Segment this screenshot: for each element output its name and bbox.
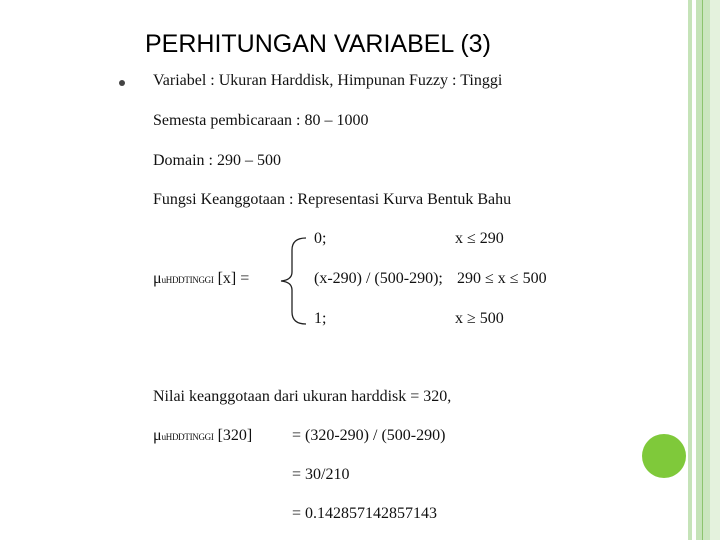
mu-symbol: μ: [153, 427, 162, 444]
formula-subscript: uHDDTINGGI: [161, 275, 214, 285]
case-2-cond: x ≥ 500: [455, 310, 504, 327]
calc-step-3: = 0.142857142857143: [292, 505, 438, 522]
green-circle-icon: [642, 434, 686, 478]
decor-stripe: [703, 0, 710, 540]
decor-stripe: [710, 0, 720, 540]
bullet-icon: [119, 80, 125, 86]
calc-step-1: = (320-290) / (500-290): [292, 427, 446, 444]
case-0-cond: x ≤ 290: [455, 230, 504, 247]
membership-function-line: Fungsi Keanggotaan : Representasi Kurva Bentuk Bahu: [153, 191, 512, 208]
case-2-expr: 1;: [314, 310, 327, 327]
calc-step-2: = 30/210: [292, 466, 350, 483]
calc-lhs: [153, 427, 252, 445]
domain-line: Domain : 290 – 500: [153, 152, 281, 169]
case-0-expr: 0;: [314, 230, 327, 247]
formula-lhs: [153, 270, 249, 288]
slide-title: PERHITUNGAN VARIABEL (3): [145, 30, 491, 58]
formula-arg: [x] =: [217, 270, 250, 287]
case-1-cond: 290 ≤ x ≤ 500: [457, 270, 547, 287]
calc-arg: [320]: [217, 427, 253, 444]
case-1-expr: (x-290) / (500-290);: [314, 270, 443, 287]
brace-icon: [278, 236, 308, 326]
decor-stripe: [688, 0, 692, 540]
variable-line: Variabel : Ukuran Harddisk, Himpunan Fuzzy : Tinggi: [153, 72, 503, 89]
calc-subscript: uHDDTINGGI: [161, 432, 214, 442]
value-line: Nilai keanggotaan dari ukuran harddisk = 320,: [153, 388, 452, 405]
mu-symbol: μ: [153, 270, 162, 287]
universe-line: Semesta pembicaraan : 80 – 1000: [153, 112, 369, 129]
